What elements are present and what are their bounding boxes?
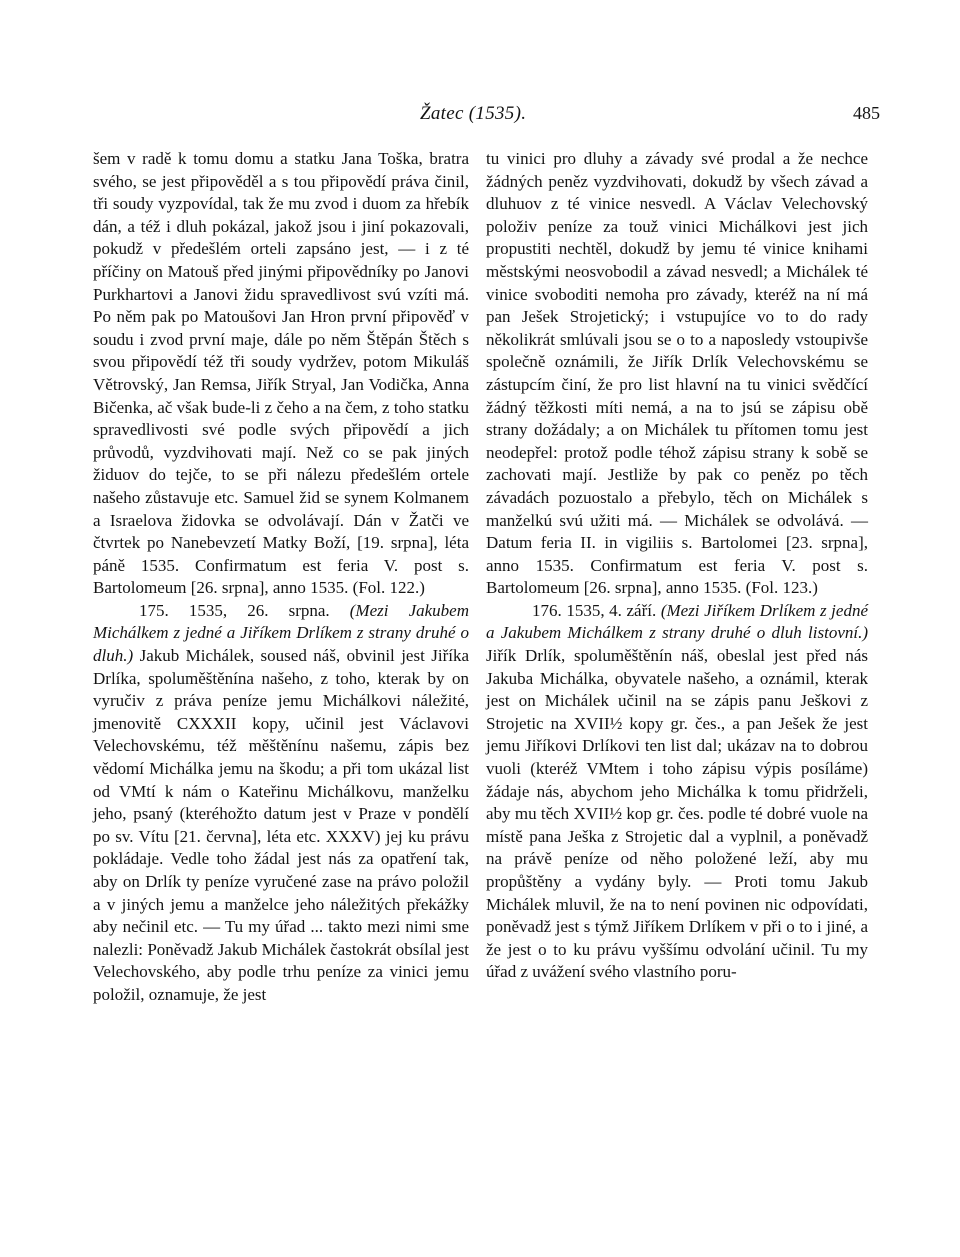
entry-body: Jiřík Drlík, spoluměštěnín náš, obeslal jest před nás Jakuba Michálka, obyvatele našeho, a oznámil, kterak jest on Michálek učinil na se zápis panu Ješkovi z Strojetic na XVII½ kopy gr. čes., a pan Ješek že jest jemu Jiříkovi Drlíkovi ten list dal; ukázav na to dobrou vuoli (kteréž VMtem i toho zápisu výpis posíláme) žádaje nás, abychom jeho Michálka k tomu přidrželi, aby mu těch XVII½ kop gr. čes. podle té dobré vuole na místě pana Ješka z Strojetic dal a vyplnil, a poněvadž na právě peníze od něho položené leží, aby mu propůštěny a vydány byly. — Proti tomu Jakub Michálek mluvil, že na to není povinen nic odpovídati, poněvadž jest s týmž Jiříkem Drlíkem v při o to i jiné, a že jest o to ku právu vyššímu odvolání učinil. Tu my úřad z uvážení svého vlastního poru- <box>486 646 868 982</box>
running-header <box>90 103 880 133</box>
running-title: Žatec (1535). <box>420 103 527 124</box>
entry-number: 176. 1535, 4. září. <box>532 600 657 620</box>
entry-176 <box>486 600 868 984</box>
paragraph-continuation: šem v radě k tomu domu a statku Jana Toška, bratra svého, se jest připověděl a s tou připovědí práva činil, tři soudy vyzpovídal, tak že mu zvod i duom za hřebík dán, a též i dluh pokázal, jakož jsou i jiní pokazovali, pokudž v předešlém orteli zapsáno jest, — i z té příčiny on Matouš před jinými připovědníky po Janovi Purkhartovi a Janovi židu spravedlivost svú vzíti má. Po něm pak po Matoušovi Jan Hron první připověď v soudu i zvod první maje, dále po něm Štěpán Štěch s svou připovědí též tři soudy vydržev, potom Mikuláš Větrovský, Jan Remsa, Jiřík Stryal, Jan Vodička, Anna Bičenka, ač však bude-li z čeho a na čem, z toho statku spravedlivosti své podle svých připovědí a jich průvodů, vyzdvihovati mají. Než co se pak jiných židuov do tejče, to se při nálezu předešlém ortele našeho zůstavuje etc. Samuel žid se synem Kolmanem a Israelova židovka se odvolávají. Dán v Žatči ve čtvrtek po Nanebevzetí Matky Boží, [19. srpna], léta páně 1535. Confirmatum est feria V. post s. Bartolomeum [26. srpna], anno 1535. (Fol. 122.) <box>93 149 469 598</box>
paragraph-continuation: tu vinici pro dluhy a závady své prodal a že nechce žádných peněz vyzdvihovati, dokudž by všech závad a dluhuov z té vinice nesvedl. A Václav Velechovský položiv peníze za touž vinici Michálkovi jest jich propustiti nechtěl, dokudž by jemu té vinice knihami městskými neosvobodil a závad nesvedl; a Michálek té vinice svoboditi nemoha pro závady, kteréž na ní má pan Ješek Strojetický; i vstupujíce vo to do rady několikrát smlúvali jsou se o to a naposledy vstoupivše společně oznámili, že Jiřík Drlík Velechovskému se zástupcím činí, že pro list hlavní na tu vinici svědčící žádný těžkosti míti nemá, a na to jsú se zápisu obě strany dožádaly; a on Michálek tu přítomen tomu jest neodepřel: protož podle téhož zápisu strany k sobě se zachovati mají. Jestliže by pak co peněz po těch závadách pozuostalo a přebylo, těch on Michálek s manželkú svú užiti má. — Michálek se odvolává. — Datum feria II. in vigiliis s. Bartolomei [23. srpna], anno 1535. Confirmatum est feria V. post s. Bartolomeum [26. srpna], anno 1535. (Fol. 123.) <box>486 149 868 598</box>
entry-body: Jakub Michálek, soused náš, obvinil jest Jiříka Drlíka, spoluměštěnína našeho, z toho, kterak by on vyručiv z práva peníze jemu Michálkovi náležité, jmenovitě CXXXII kopy, učinil jest Václavovi Velechovskému, též měštěnínu našemu, zápis bez vědomí Michálka jemu na škodu; a při tom ukázal list od VMtí k nám o Kateřinu Michálkovu, manželku jeho, psaný (kteréhožto datum jest v Praze v pondělí po sv. Vítu [21. června], léta etc. XXXV) jej ku právu pokládaje. Vedle toho žádal jest nás za opatření tak, aby on Drlík ty peníze vyručené zase na právo položil a v jiných jemu a manželce jeho náležitých překážky aby nečinil etc. — Tu my úřad ... takto mezi nimi sme nalezli: Poněvadž Jakub Michálek častokrát obsílal jest Velechovského, aby podle trhu peníze za vinici jemu položil, oznamuje, že jest <box>93 646 470 1004</box>
right-column <box>486 148 868 984</box>
entry-title: (Mezi Jakubem Michálkem z jedné a Jiříkem Drlíkem z strany druhé o dluh.) <box>93 600 469 666</box>
entry-title: (Mezi Jiříkem Drlíkem z jedné a Jakubem Michálkem z strany druhé o dluh listovní.) <box>486 600 868 643</box>
entry-number: 175. 1535, 26. srpna. <box>139 600 330 620</box>
left-column <box>93 148 469 1007</box>
page-number: 485 <box>853 103 880 123</box>
entry-175 <box>93 600 469 1007</box>
